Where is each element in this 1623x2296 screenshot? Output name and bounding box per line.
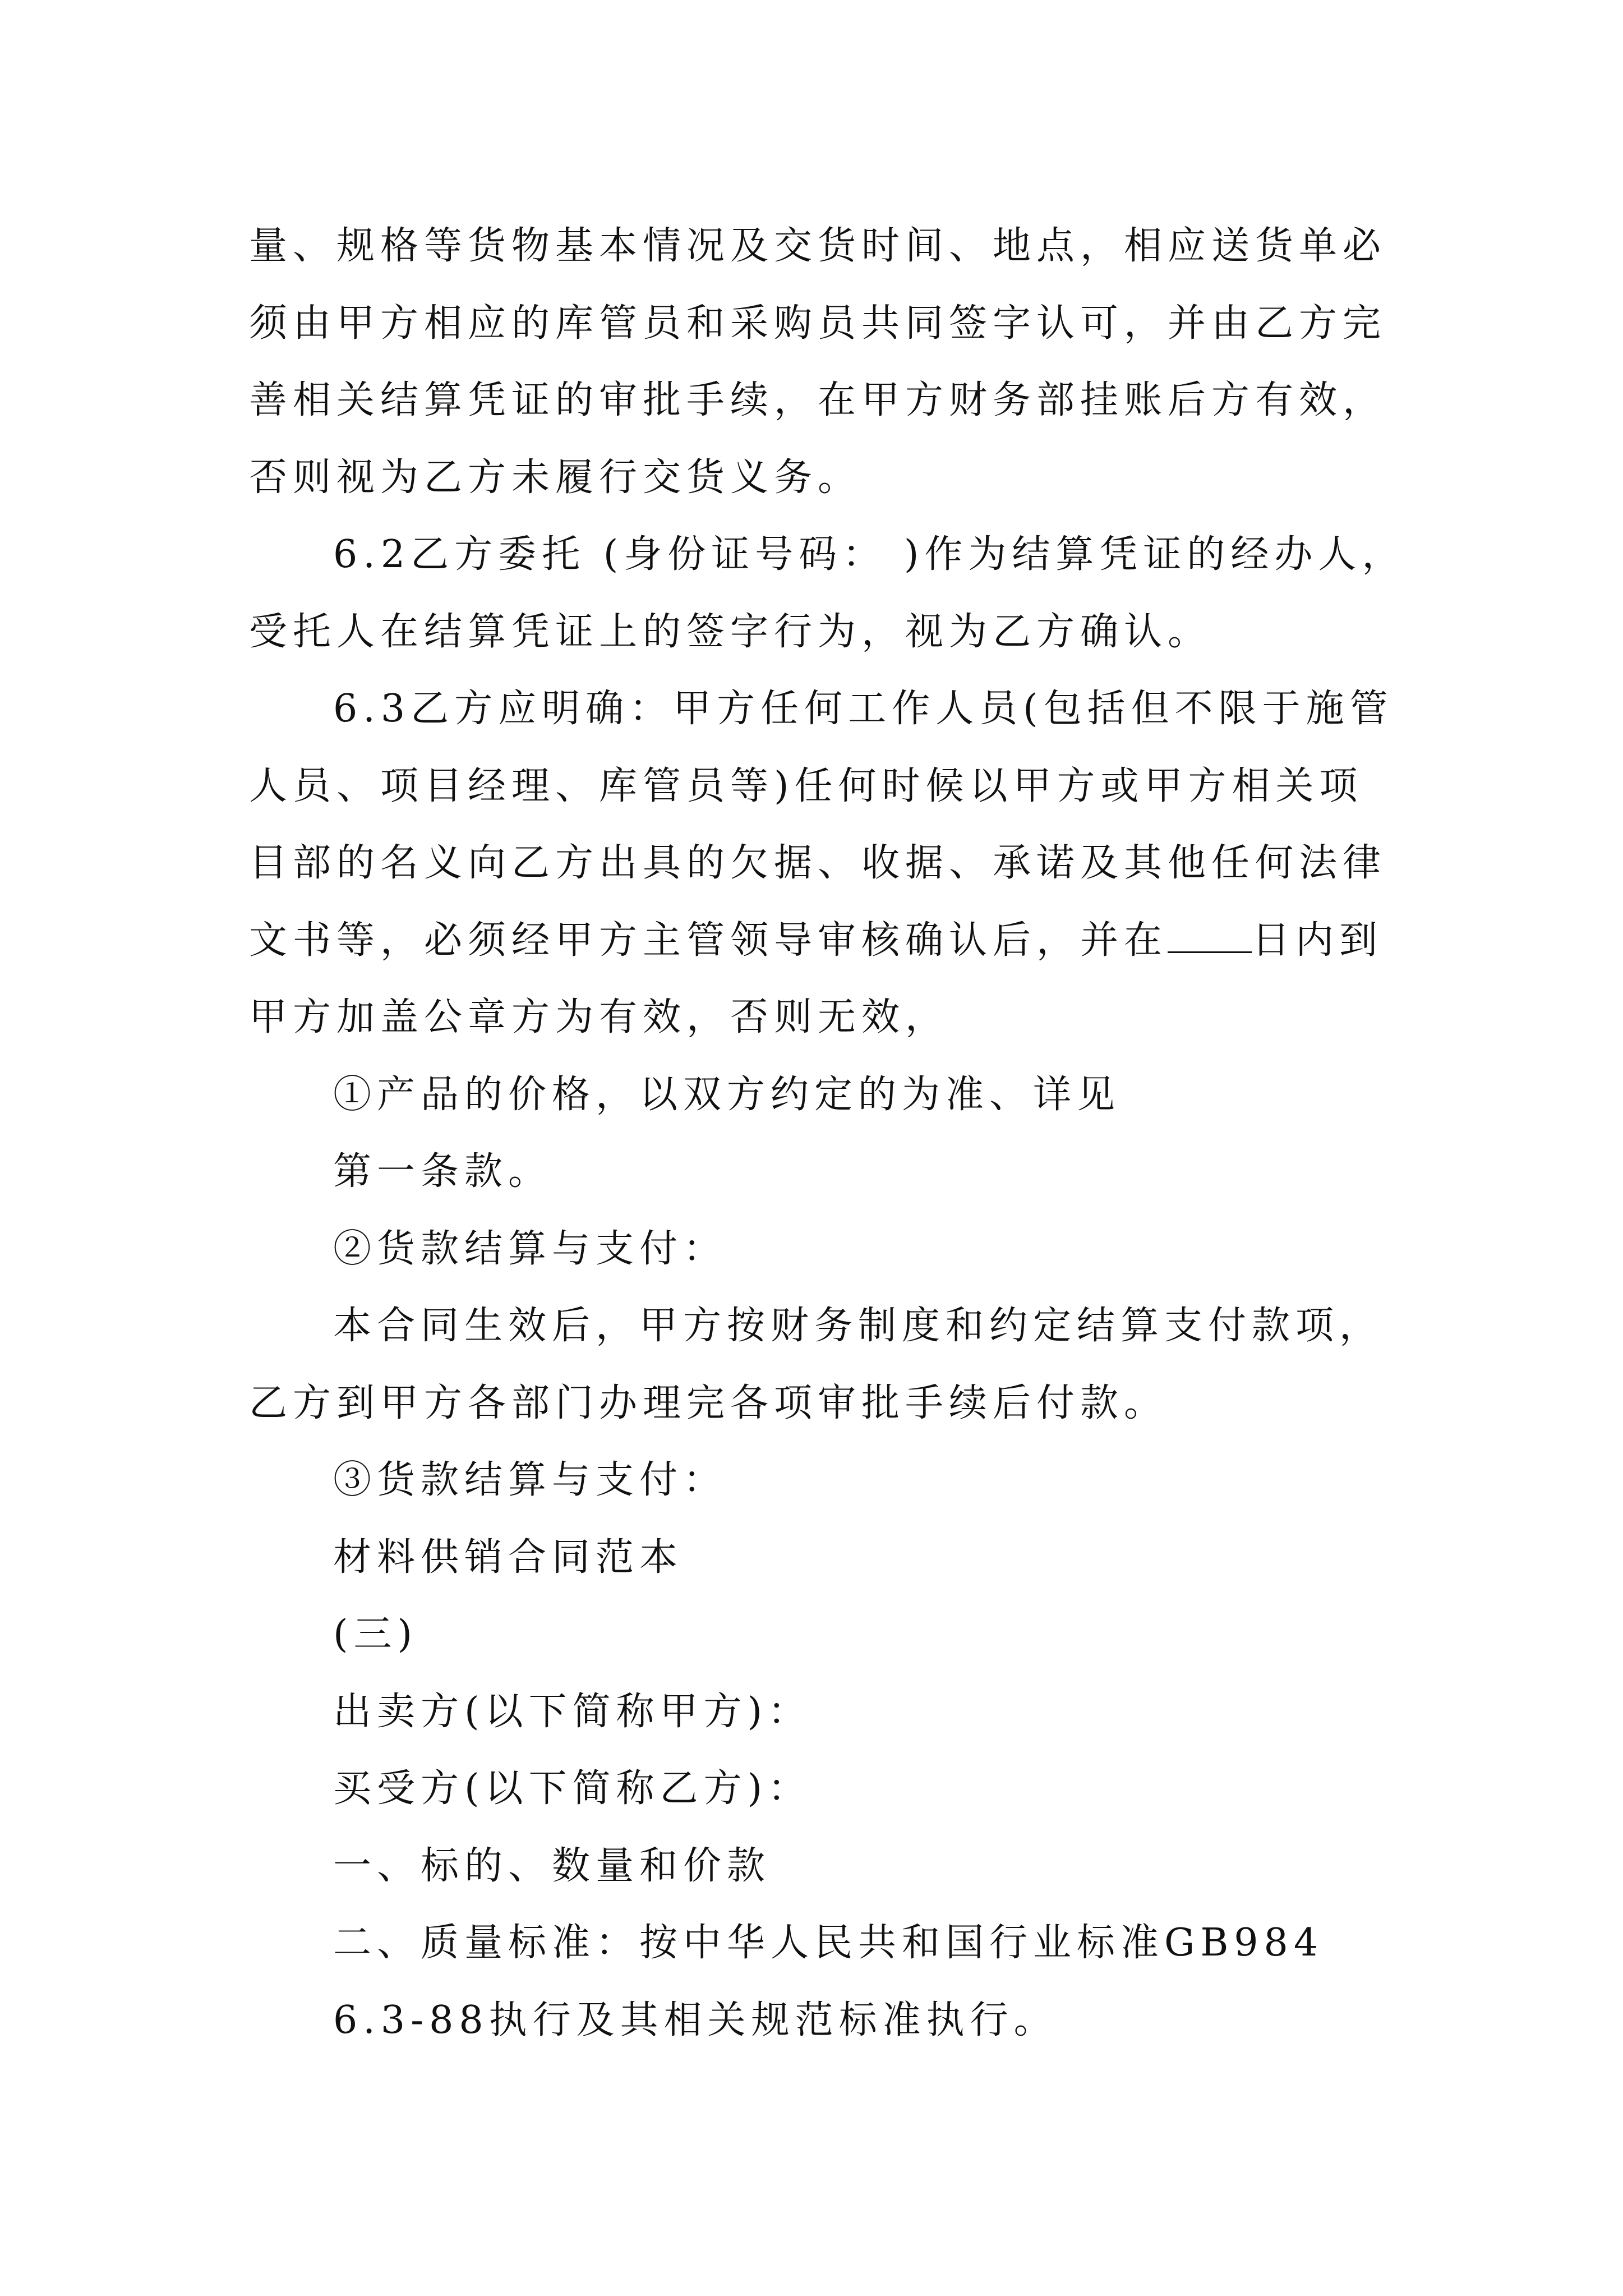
text-line: 须由甲方相应的库管员和采购员共同签字认可，并由乙方完 [249, 301, 1387, 346]
clause-6-3-line: 6.3乙方应明确：甲方任何工作人员(包括但不限于施管 [333, 687, 1394, 731]
fill-in-blank [1168, 920, 1252, 953]
text-line: 否则视为乙方未履行交货义务。 [249, 455, 862, 500]
section-number: (三) [333, 1612, 418, 1657]
text-line: 善相关结算凭证的审批手续，在甲方财务部挂账后方有效， [249, 378, 1387, 422]
text-line: 6.3-88执行及其相关规范标准执行。 [333, 1998, 1058, 2042]
item-2-line: ②货款结算与支付： [333, 1226, 727, 1271]
text-line: 目部的名义向乙方出具的欠据、收据、承诺及其他任何法律 [249, 841, 1387, 885]
seller-line: 出卖方(以下简称甲方)： [333, 1689, 812, 1734]
document-body [249, 208, 1406, 2059]
text-line: 第一条款。 [333, 1149, 552, 1194]
text-line: 乙方到甲方各部门办理完各项审批手续后付款。 [249, 1381, 1168, 1425]
text-line-with-blank [249, 902, 1384, 979]
text-before-blank: 文书等，必须经甲方主管领导审核确认后，并在 [249, 918, 1168, 963]
text-line: 人员、项目经理、库管员等)任何时候以甲方或甲方相关项 [249, 763, 1363, 808]
text-after-blank: 日内到 [1252, 918, 1384, 963]
item-1-line: ①产品的价格，以双方约定的为准、详见 [333, 1072, 1121, 1117]
buyer-line: 买受方(以下简称乙方)： [333, 1766, 812, 1811]
text-line: 甲方加盖公章方为有效，否则无效， [249, 995, 949, 1039]
text-line: 量、规格等货物基本情况及交货时间、地点，相应送货单必 [249, 224, 1387, 268]
text-line: 受托人在结算凭证上的签字行为，视为乙方确认。 [249, 609, 1212, 654]
section-title: 材料供销合同范本 [333, 1535, 684, 1580]
article-2-heading: 二、质量标准：按中华人民共和国行业标准GB984 [333, 1921, 1324, 1965]
item-3-line: ③货款结算与支付： [333, 1458, 727, 1502]
text-line: 本合同生效后，甲方按财务制度和约定结算支付款项， [333, 1304, 1384, 1348]
clause-6-2-line: 6.2乙方委托 (身份证号码： )作为结算凭证的经办人， [333, 532, 1406, 577]
article-1-heading: 一、标的、数量和价款 [333, 1843, 771, 1888]
